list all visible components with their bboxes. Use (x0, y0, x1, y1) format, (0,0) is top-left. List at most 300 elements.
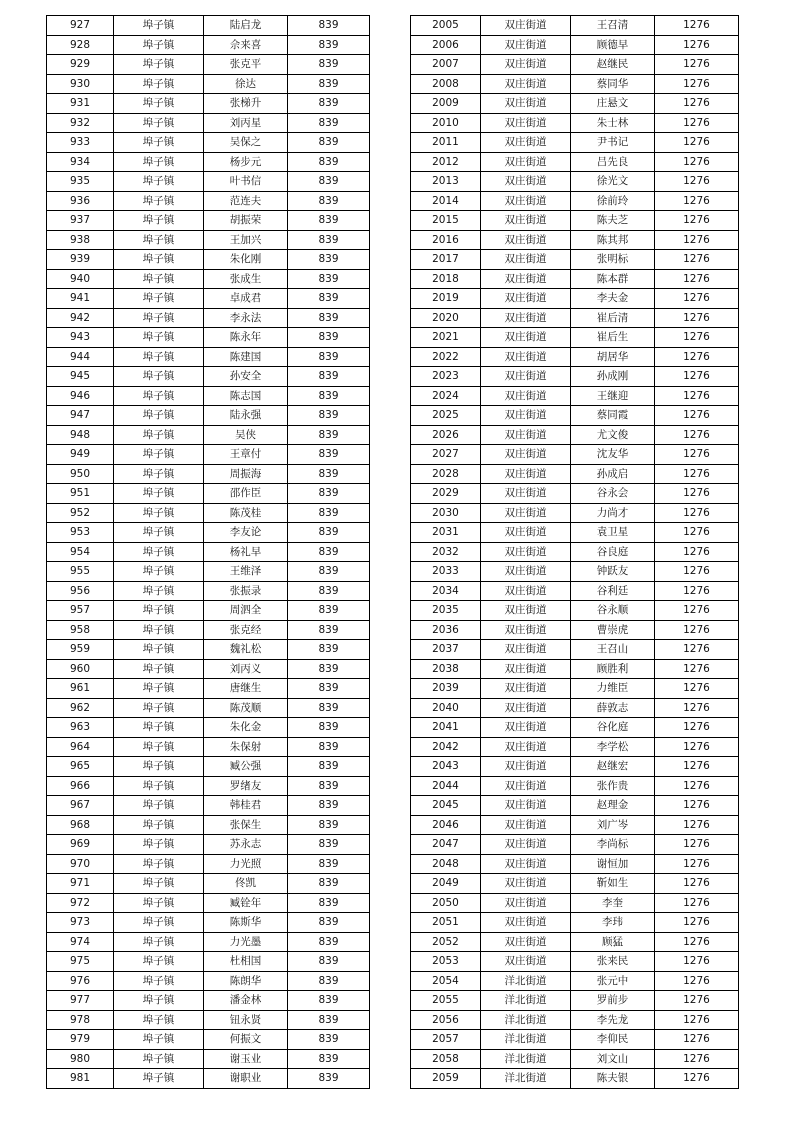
district-cell: 双庄街道 (481, 932, 571, 952)
row-number-cell: 2042 (411, 737, 481, 757)
table-row (411, 1049, 739, 1069)
district-cell: 埠子镇 (114, 55, 204, 75)
table-row (47, 796, 370, 816)
district-cell: 埠子镇 (114, 932, 204, 952)
amount-cell: 1276 (655, 191, 739, 211)
amount-cell: 1276 (655, 289, 739, 309)
row-number-cell: 979 (47, 1030, 114, 1050)
amount-cell: 839 (288, 503, 370, 523)
amount-cell: 1276 (655, 172, 739, 192)
row-number-cell: 939 (47, 250, 114, 270)
name-cell: 罗前步 (571, 991, 655, 1011)
row-number-cell: 2010 (411, 113, 481, 133)
row-number-cell: 958 (47, 620, 114, 640)
row-number-cell: 2038 (411, 659, 481, 679)
amount-cell: 839 (288, 269, 370, 289)
amount-cell: 839 (288, 893, 370, 913)
name-cell: 徐前玲 (571, 191, 655, 211)
row-number-cell: 943 (47, 328, 114, 348)
amount-cell: 839 (288, 113, 370, 133)
table-row (411, 523, 739, 543)
table-row (411, 74, 739, 94)
amount-cell: 1276 (655, 562, 739, 582)
amount-cell: 1276 (655, 484, 739, 504)
amount-cell: 839 (288, 601, 370, 621)
amount-cell: 1276 (655, 952, 739, 972)
name-cell: 谷良庭 (571, 542, 655, 562)
row-number-cell: 981 (47, 1069, 114, 1089)
name-cell: 钟跃友 (571, 562, 655, 582)
district-cell: 埠子镇 (114, 211, 204, 231)
name-cell: 陈茂顺 (204, 698, 288, 718)
name-cell: 赵理金 (571, 796, 655, 816)
amount-cell: 839 (288, 74, 370, 94)
table-row (47, 776, 370, 796)
amount-cell: 839 (288, 679, 370, 699)
table-row (411, 854, 739, 874)
table-row (411, 581, 739, 601)
amount-cell: 1276 (655, 250, 739, 270)
row-number-cell: 2059 (411, 1069, 481, 1089)
district-cell: 埠子镇 (114, 464, 204, 484)
amount-cell: 839 (288, 464, 370, 484)
district-cell: 埠子镇 (114, 737, 204, 757)
table-row (411, 562, 739, 582)
row-number-cell: 956 (47, 581, 114, 601)
table-row (411, 640, 739, 660)
table-row (47, 737, 370, 757)
amount-cell: 839 (288, 406, 370, 426)
name-cell: 潘金林 (204, 991, 288, 1011)
table-row (411, 1030, 739, 1050)
table-row (47, 172, 370, 192)
district-cell: 埠子镇 (114, 172, 204, 192)
table-row (47, 523, 370, 543)
amount-cell: 839 (288, 932, 370, 952)
table-row (47, 757, 370, 777)
amount-cell: 1276 (655, 269, 739, 289)
table-row (47, 152, 370, 172)
table-row (47, 659, 370, 679)
amount-cell: 1276 (655, 1069, 739, 1089)
amount-cell: 839 (288, 484, 370, 504)
name-cell: 陈建国 (204, 347, 288, 367)
row-number-cell: 980 (47, 1049, 114, 1069)
amount-cell: 1276 (655, 737, 739, 757)
row-number-cell: 2018 (411, 269, 481, 289)
amount-cell: 839 (288, 971, 370, 991)
district-cell: 埠子镇 (114, 874, 204, 894)
row-number-cell: 2026 (411, 425, 481, 445)
name-cell: 刘文山 (571, 1049, 655, 1069)
amount-cell: 1276 (655, 815, 739, 835)
district-cell: 埠子镇 (114, 1010, 204, 1030)
name-cell: 李友论 (204, 523, 288, 543)
district-cell: 埠子镇 (114, 679, 204, 699)
amount-cell: 839 (288, 308, 370, 328)
table-row (47, 347, 370, 367)
row-number-cell: 2011 (411, 133, 481, 153)
row-number-cell: 963 (47, 718, 114, 738)
district-cell: 埠子镇 (114, 698, 204, 718)
name-cell: 陈斯华 (204, 913, 288, 933)
right-table-body (411, 16, 739, 1089)
district-cell: 双庄街道 (481, 659, 571, 679)
district-cell: 双庄街道 (481, 74, 571, 94)
row-number-cell: 2029 (411, 484, 481, 504)
table-row (47, 1030, 370, 1050)
amount-cell: 839 (288, 854, 370, 874)
table-row (411, 308, 739, 328)
district-cell: 双庄街道 (481, 269, 571, 289)
row-number-cell: 928 (47, 35, 114, 55)
table-row (47, 835, 370, 855)
left-roster-table (46, 15, 370, 1089)
amount-cell: 1276 (655, 230, 739, 250)
district-cell: 双庄街道 (481, 952, 571, 972)
row-number-cell: 932 (47, 113, 114, 133)
amount-cell: 839 (288, 191, 370, 211)
table-row (47, 445, 370, 465)
name-cell: 陈本群 (571, 269, 655, 289)
amount-cell: 1276 (655, 874, 739, 894)
amount-cell: 1276 (655, 347, 739, 367)
amount-cell: 1276 (655, 74, 739, 94)
amount-cell: 839 (288, 581, 370, 601)
district-cell: 洋北街道 (481, 1069, 571, 1089)
table-row (47, 932, 370, 952)
name-cell: 杨礼早 (204, 542, 288, 562)
table-row (411, 620, 739, 640)
row-number-cell: 2014 (411, 191, 481, 211)
amount-cell: 839 (288, 776, 370, 796)
name-cell: 孙成刚 (571, 367, 655, 387)
district-cell: 埠子镇 (114, 854, 204, 874)
district-cell: 双庄街道 (481, 640, 571, 660)
name-cell: 赵继宏 (571, 757, 655, 777)
row-number-cell: 2025 (411, 406, 481, 426)
amount-cell: 1276 (655, 796, 739, 816)
table-row (411, 796, 739, 816)
amount-cell: 1276 (655, 386, 739, 406)
name-cell: 李玮 (571, 913, 655, 933)
table-row (47, 308, 370, 328)
district-cell: 双庄街道 (481, 542, 571, 562)
row-number-cell: 2019 (411, 289, 481, 309)
left-table-body (47, 16, 370, 1089)
table-row (411, 659, 739, 679)
row-number-cell: 2053 (411, 952, 481, 972)
row-number-cell: 2017 (411, 250, 481, 270)
amount-cell: 839 (288, 16, 370, 36)
name-cell: 刘丙星 (204, 113, 288, 133)
amount-cell: 1276 (655, 328, 739, 348)
amount-cell: 839 (288, 35, 370, 55)
name-cell: 王召山 (571, 640, 655, 660)
district-cell: 埠子镇 (114, 484, 204, 504)
district-cell: 埠子镇 (114, 971, 204, 991)
district-cell: 埠子镇 (114, 16, 204, 36)
amount-cell: 1276 (655, 16, 739, 36)
row-number-cell: 978 (47, 1010, 114, 1030)
table-row (411, 35, 739, 55)
amount-cell: 1276 (655, 620, 739, 640)
name-cell: 谷利廷 (571, 581, 655, 601)
amount-cell: 1276 (655, 659, 739, 679)
table-row (47, 991, 370, 1011)
amount-cell: 1276 (655, 1049, 739, 1069)
amount-cell: 839 (288, 542, 370, 562)
row-number-cell: 2021 (411, 328, 481, 348)
district-cell: 双庄街道 (481, 445, 571, 465)
row-number-cell: 960 (47, 659, 114, 679)
amount-cell: 839 (288, 347, 370, 367)
amount-cell: 1276 (655, 503, 739, 523)
table-row (47, 913, 370, 933)
row-number-cell: 957 (47, 601, 114, 621)
district-cell: 双庄街道 (481, 386, 571, 406)
name-cell: 苏永志 (204, 835, 288, 855)
name-cell: 徐达 (204, 74, 288, 94)
row-number-cell: 940 (47, 269, 114, 289)
district-cell: 双庄街道 (481, 308, 571, 328)
table-row (47, 640, 370, 660)
amount-cell: 1276 (655, 94, 739, 114)
name-cell: 谢玉业 (204, 1049, 288, 1069)
row-number-cell: 2055 (411, 991, 481, 1011)
district-cell: 双庄街道 (481, 854, 571, 874)
table-row (411, 16, 739, 36)
table-row (47, 854, 370, 874)
table-row (47, 893, 370, 913)
row-number-cell: 972 (47, 893, 114, 913)
table-row (47, 250, 370, 270)
amount-cell: 839 (288, 640, 370, 660)
table-row (47, 542, 370, 562)
district-cell: 双庄街道 (481, 601, 571, 621)
row-number-cell: 2044 (411, 776, 481, 796)
amount-cell: 839 (288, 659, 370, 679)
name-cell: 张保生 (204, 815, 288, 835)
amount-cell: 1276 (655, 913, 739, 933)
district-cell: 双庄街道 (481, 757, 571, 777)
district-cell: 双庄街道 (481, 815, 571, 835)
row-number-cell: 2027 (411, 445, 481, 465)
table-row (47, 698, 370, 718)
district-cell: 埠子镇 (114, 94, 204, 114)
district-cell: 埠子镇 (114, 503, 204, 523)
district-cell: 埠子镇 (114, 269, 204, 289)
name-cell: 力维臣 (571, 679, 655, 699)
district-cell: 埠子镇 (114, 425, 204, 445)
name-cell: 朱保射 (204, 737, 288, 757)
row-number-cell: 2058 (411, 1049, 481, 1069)
amount-cell: 839 (288, 425, 370, 445)
name-cell: 袁卫星 (571, 523, 655, 543)
district-cell: 双庄街道 (481, 113, 571, 133)
name-cell: 魏礼松 (204, 640, 288, 660)
name-cell: 杨步元 (204, 152, 288, 172)
name-cell: 顾胜利 (571, 659, 655, 679)
name-cell: 孙安全 (204, 367, 288, 387)
name-cell: 臧铨年 (204, 893, 288, 913)
district-cell: 埠子镇 (114, 640, 204, 660)
name-cell: 杜相国 (204, 952, 288, 972)
table-row (411, 932, 739, 952)
district-cell: 埠子镇 (114, 35, 204, 55)
table-row (47, 35, 370, 55)
district-cell: 洋北街道 (481, 1030, 571, 1050)
amount-cell: 1276 (655, 308, 739, 328)
row-number-cell: 2020 (411, 308, 481, 328)
row-number-cell: 967 (47, 796, 114, 816)
row-number-cell: 2050 (411, 893, 481, 913)
name-cell: 胡居华 (571, 347, 655, 367)
amount-cell: 839 (288, 874, 370, 894)
district-cell: 双庄街道 (481, 503, 571, 523)
amount-cell: 1276 (655, 1010, 739, 1030)
amount-cell: 1276 (655, 211, 739, 231)
name-cell: 李尚标 (571, 835, 655, 855)
amount-cell: 1276 (655, 971, 739, 991)
row-number-cell: 976 (47, 971, 114, 991)
district-cell: 双庄街道 (481, 250, 571, 270)
amount-cell: 839 (288, 328, 370, 348)
district-cell: 埠子镇 (114, 620, 204, 640)
row-number-cell: 947 (47, 406, 114, 426)
row-number-cell: 2013 (411, 172, 481, 192)
name-cell: 李仰民 (571, 1030, 655, 1050)
row-number-cell: 965 (47, 757, 114, 777)
row-number-cell: 2051 (411, 913, 481, 933)
name-cell: 佟凯 (204, 874, 288, 894)
table-row (411, 737, 739, 757)
name-cell: 崔后生 (571, 328, 655, 348)
amount-cell: 1276 (655, 406, 739, 426)
amount-cell: 839 (288, 952, 370, 972)
name-cell: 谷永顺 (571, 601, 655, 621)
district-cell: 埠子镇 (114, 347, 204, 367)
row-number-cell: 2034 (411, 581, 481, 601)
district-cell: 双庄街道 (481, 172, 571, 192)
name-cell: 钮永贤 (204, 1010, 288, 1030)
name-cell: 张克经 (204, 620, 288, 640)
district-cell: 埠子镇 (114, 289, 204, 309)
table-row (47, 386, 370, 406)
amount-cell: 839 (288, 718, 370, 738)
name-cell: 张来民 (571, 952, 655, 972)
name-cell: 周泗全 (204, 601, 288, 621)
row-number-cell: 975 (47, 952, 114, 972)
table-row (47, 679, 370, 699)
amount-cell: 1276 (655, 698, 739, 718)
name-cell: 蔡同华 (571, 74, 655, 94)
amount-cell: 839 (288, 1069, 370, 1089)
district-cell: 埠子镇 (114, 152, 204, 172)
amount-cell: 839 (288, 991, 370, 1011)
table-row (411, 367, 739, 387)
amount-cell: 1276 (655, 776, 739, 796)
amount-cell: 1276 (655, 425, 739, 445)
district-cell: 埠子镇 (114, 230, 204, 250)
name-cell: 朱化刚 (204, 250, 288, 270)
district-cell: 双庄街道 (481, 893, 571, 913)
table-row (411, 679, 739, 699)
row-number-cell: 941 (47, 289, 114, 309)
amount-cell: 1276 (655, 113, 739, 133)
table-row (411, 484, 739, 504)
row-number-cell: 2024 (411, 386, 481, 406)
district-cell: 双庄街道 (481, 679, 571, 699)
name-cell: 李夫金 (571, 289, 655, 309)
amount-cell: 839 (288, 698, 370, 718)
name-cell: 陈茂桂 (204, 503, 288, 523)
table-row (47, 718, 370, 738)
table-row (47, 503, 370, 523)
row-number-cell: 2037 (411, 640, 481, 660)
name-cell: 何振文 (204, 1030, 288, 1050)
table-row (47, 74, 370, 94)
row-number-cell: 966 (47, 776, 114, 796)
table-row (47, 484, 370, 504)
table-row (47, 1049, 370, 1069)
table-row (411, 971, 739, 991)
district-cell: 埠子镇 (114, 718, 204, 738)
district-cell: 埠子镇 (114, 445, 204, 465)
name-cell: 王维泽 (204, 562, 288, 582)
district-cell: 埠子镇 (114, 913, 204, 933)
district-cell: 双庄街道 (481, 55, 571, 75)
table-row (47, 367, 370, 387)
row-number-cell: 2048 (411, 854, 481, 874)
row-number-cell: 2033 (411, 562, 481, 582)
district-cell: 双庄街道 (481, 425, 571, 445)
table-row (47, 620, 370, 640)
name-cell: 李先龙 (571, 1010, 655, 1030)
name-cell: 谢恒加 (571, 854, 655, 874)
district-cell: 埠子镇 (114, 581, 204, 601)
name-cell: 吕先良 (571, 152, 655, 172)
name-cell: 力光墨 (204, 932, 288, 952)
table-row (411, 191, 739, 211)
district-cell: 埠子镇 (114, 796, 204, 816)
table-row (47, 289, 370, 309)
table-row (47, 971, 370, 991)
amount-cell: 839 (288, 562, 370, 582)
row-number-cell: 949 (47, 445, 114, 465)
row-number-cell: 2007 (411, 55, 481, 75)
table-row (47, 16, 370, 36)
amount-cell: 839 (288, 211, 370, 231)
name-cell: 刘广岑 (571, 815, 655, 835)
table-row (411, 503, 739, 523)
table-row (47, 815, 370, 835)
row-number-cell: 933 (47, 133, 114, 153)
amount-cell: 1276 (655, 542, 739, 562)
table-row (47, 406, 370, 426)
row-number-cell: 2006 (411, 35, 481, 55)
district-cell: 双庄街道 (481, 620, 571, 640)
amount-cell: 839 (288, 620, 370, 640)
table-row (47, 581, 370, 601)
row-number-cell: 2031 (411, 523, 481, 543)
name-cell: 谷化庭 (571, 718, 655, 738)
row-number-cell: 954 (47, 542, 114, 562)
row-number-cell: 927 (47, 16, 114, 36)
table-row (47, 55, 370, 75)
district-cell: 双庄街道 (481, 464, 571, 484)
table-row (411, 113, 739, 133)
